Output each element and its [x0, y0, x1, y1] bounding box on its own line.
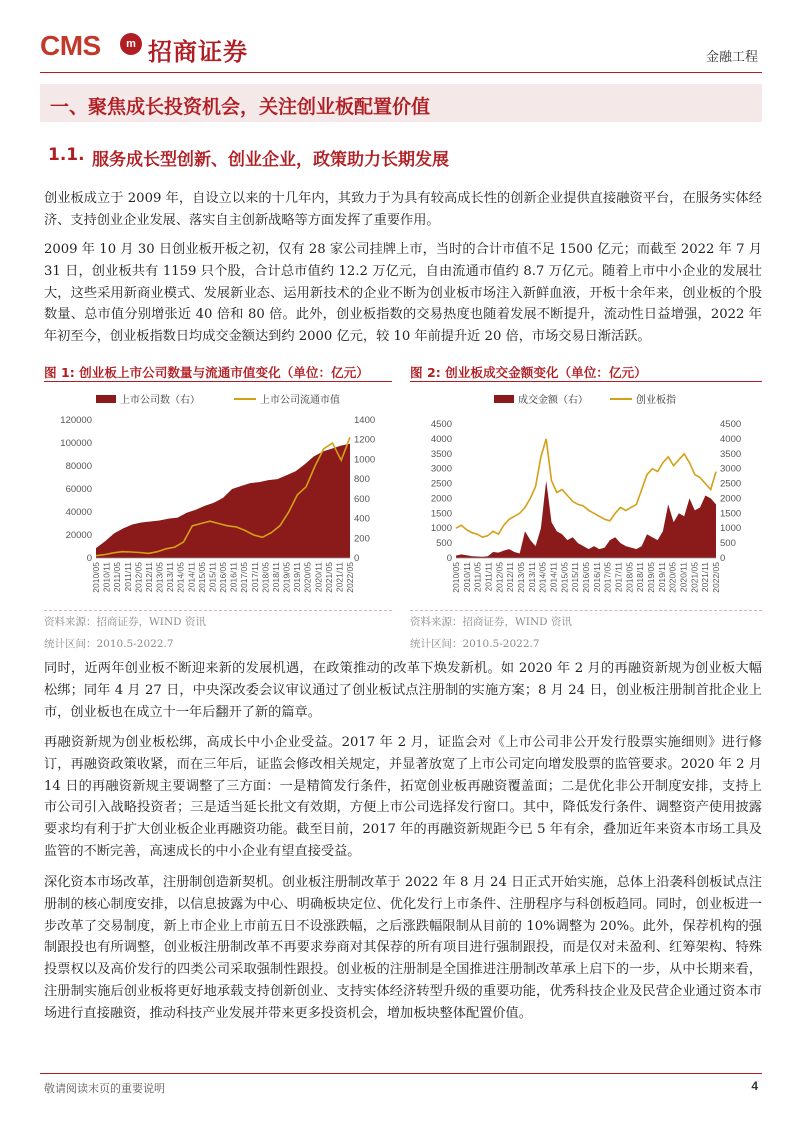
x-tick-label: 2010/11	[101, 562, 112, 593]
y-right-tick: 200	[354, 533, 370, 545]
x-tick-label: 2020/05	[302, 562, 313, 593]
footer-divider	[40, 1073, 762, 1074]
y-right-tick: 1500	[720, 508, 742, 520]
legend-label-float-cap: 上市公司流通市值	[260, 395, 340, 406]
x-tick-label: 2016/11	[591, 562, 602, 593]
y-left-tick: 0	[446, 553, 452, 564]
y-left-tick: 1000	[430, 523, 452, 535]
x-tick-label: 2015/05	[559, 562, 570, 593]
x-tick-label: 2021/05	[689, 562, 700, 593]
figure-2-source: 资料来源：招商证券，WIND 资讯	[410, 616, 572, 628]
x-tick-label: 2012/05	[133, 562, 144, 593]
y-right-tick: 1000	[720, 523, 742, 535]
y-left-tick: 20000	[65, 530, 92, 541]
legend-swatch-turnover	[494, 395, 514, 403]
x-tick-label: 2020/11	[313, 562, 324, 593]
x-tick-label: 2015/11	[207, 562, 218, 593]
x-tick-label: 2019/11	[292, 562, 303, 593]
subsection-title: 服务成长型创新、创业企业，政策助力长期发展	[92, 150, 449, 170]
y-left-tick: 2000	[430, 493, 452, 505]
figure-2-title-rule	[410, 381, 762, 382]
report-category: 金融工程	[705, 50, 758, 65]
x-tick-label: 2011/05	[472, 562, 483, 593]
x-tick-label: 2016/05	[218, 562, 228, 593]
y-left-tick: 4000	[430, 433, 452, 445]
y-right-tick: 2000	[720, 493, 742, 505]
header-divider	[40, 72, 762, 73]
x-tick-label: 2021/05	[323, 562, 334, 593]
legend-label-turnover: 成交金额（右）	[518, 395, 588, 406]
y-right-tick: 1200	[354, 434, 376, 446]
y-right-tick: 0	[354, 553, 360, 564]
x-tick-label: 2012/11	[143, 562, 154, 593]
x-tick-label: 2013/11	[165, 562, 176, 593]
y-right-tick: 3000	[720, 463, 742, 475]
x-tick-label: 2013/05	[516, 562, 526, 593]
y-right-tick: 400	[354, 513, 370, 525]
y-left-tick: 2500	[430, 478, 452, 490]
figure-1-source-rule	[44, 610, 392, 611]
figure-1-title: 图 1: 创业板上市公司数量与流通市值变化（单位：亿元）	[44, 365, 369, 380]
x-tick-label: 2015/05	[196, 562, 207, 593]
y-left-tick: 0	[86, 553, 92, 564]
chart-2-legend	[494, 393, 676, 406]
x-tick-label: 2017/05	[239, 562, 250, 593]
company-name: 招商证券	[148, 38, 248, 66]
figure-2-source-rule	[410, 610, 762, 611]
x-tick-label: 2021/11	[334, 562, 345, 593]
y-left-tick: 3500	[430, 448, 452, 460]
figure-2-title: 图 2: 创业板成交金额变化（单位：亿元）	[410, 365, 647, 380]
x-tick-label: 2018/11	[270, 562, 281, 593]
page-number: 4	[751, 1079, 758, 1093]
x-tick-label: 2010/05	[91, 562, 101, 593]
paragraph-5: 深化资本市场改革，注册制创造新契机。创业板注册制改革于 2022 年 8 月 24 日正式开始实施，总体上沿袭科创板试点注册制的核心制度安排，以信息披露为中心、明确板块定位、优化发行上市条件、注册程序与科创板趋同。同时，创业板进一步改革了交易制度，新上市企业上市前五日不设涨跌幅，之后涨跌幅限制从目前的 10%调整为 20%。此外，保荐机构的强制跟投也有所调整，创业板注册制改革不再要求券商对其保荐的所有项目进行强制跟投，而是仅对未盈利、红筹架构、特殊投票权以及高价发行的四类公司采取强制性跟投。创业板的注册制是全国推进注册制改革承上启下的一步，从中长期来看，注册制实施后创业板将更好地承载支持创新创业、支持实体经济转型升级的重要功能，优秀科技企业及民营企业通过资本市场进行直接融资，推动科技产业发展并带来更多投资机会，增加板块整体配置价值。	[44, 875, 762, 1021]
figure-2-period: 统计区间：2010.5-2022.7	[410, 638, 540, 650]
y-left-tick: 500	[436, 538, 452, 550]
x-tick-label: 2014/11	[186, 562, 197, 593]
y-right-tick: 4500	[720, 419, 742, 430]
legend-label-companies: 上市公司数（右）	[120, 395, 200, 406]
chart-1-legend	[96, 393, 340, 406]
logo-icon: m	[120, 33, 142, 55]
x-tick-label: 2014/11	[548, 562, 559, 593]
logo-text: CMS	[40, 30, 101, 61]
y-left-tick: 3000	[430, 463, 452, 475]
paragraph-1: 创业板成立于 2009 年，自设立以来的十几年内，其致力于为具有较高成长性的创新企业提供直接融资平台，在服务实体经济、支持创业企业发展、落实自主创新战略等方面发挥了重要作用。	[44, 191, 762, 228]
x-tick-label: 2022/05	[345, 562, 355, 593]
series-area-0	[456, 481, 716, 558]
y-left-tick: 40000	[65, 507, 92, 518]
x-tick-label: 2019/05	[281, 562, 292, 593]
x-tick-label: 2018/05	[624, 562, 635, 593]
section-title: 一、聚焦成长投资机会，关注创业板配置价值	[50, 96, 431, 118]
x-tick-label: 2018/05	[260, 562, 271, 593]
y-left-tick: 100000	[60, 438, 92, 449]
y-right-tick: 1400	[354, 415, 376, 426]
x-tick-label: 2010/11	[461, 562, 472, 593]
legend-label-index: 创业板指	[636, 395, 676, 406]
x-tick-label: 2022/05	[711, 562, 721, 593]
x-tick-label: 2014/05	[175, 562, 186, 593]
y-left-tick: 60000	[65, 484, 92, 495]
legend-swatch-companies	[96, 395, 116, 403]
x-tick-label: 2021/11	[700, 562, 711, 593]
figure-1-period: 统计区间：2010.5-2022.7	[44, 638, 174, 650]
x-tick-label: 2016/05	[581, 562, 591, 593]
paragraph-4: 再融资新规为创业板松绑，高成长中小企业受益。2017 年 2 月，证监会对《上市公司非公开发行股票实施细则》进行修订，再融资政策收紧，而在三年后，证监会修改相关规定，并显著放宽了上市公司定向增发股票的监管要求。2020 年 2 月 14 日的再融资新规主要调整了三方面：一是精简发行条件，拓宽创业板再融资覆盖面；二是优化非公开制度安排，支持上市公司引入战略投资者；三是适当延长批文有效期，方便上市公司选择发行窗口。其中，降低发行条件、调整资产使用披露要求均有利于扩大创业板企业再融资功能。截至目前，2017 年的再融资新规距今已 5 年有余，叠加近年来资本市场工具及监管的不断完善，高速成长的中小企业有望直接受益。	[44, 735, 762, 859]
x-tick-label: 2020/05	[667, 562, 678, 593]
figure-1-title-rule	[44, 381, 392, 382]
x-tick-label: 2016/11	[228, 562, 239, 593]
x-tick-label: 2013/05	[154, 562, 165, 593]
footer-disclaimer: 敬请阅读末页的重要说明	[44, 1082, 165, 1095]
y-right-tick: 1000	[354, 454, 376, 466]
paragraph-2: 2009 年 10 月 30 日创业板开板之初，仅有 28 家公司挂牌上市，当时的合计市值不足 1500 亿元；而截至 2022 年 7 月 31 日，创业板共有 1159 只个股，合计总市值约 12.2 万亿元，自由流通市值约 8.7 万亿元。随着上市中小企业的发展壮大，这些采用新商业模式、发展新业态、运用新技术的企业不断为创业板市场注入新鲜血液，开板十余年来，创业板的个股数量、总市值分别增张近 40 倍和 80 倍。此外，创业板指数的交易热度也随着发展不断提升，流动性日益增强，2022 年年初至今，创业板指数日均成交金额达到约 2000 亿元，较 10 年前提升近 20 倍，市场交易日渐活跃。	[44, 242, 762, 345]
x-tick-label: 2012/11	[505, 562, 516, 593]
y-left-tick: 4500	[430, 419, 452, 430]
y-left-tick: 80000	[65, 461, 92, 472]
chart-2-plot	[431, 419, 741, 593]
y-left-tick: 120000	[60, 415, 92, 426]
y-right-tick: 800	[354, 474, 370, 486]
x-tick-label: 2010/05	[451, 562, 461, 593]
y-left-tick: 1500	[430, 508, 452, 520]
x-tick-label: 2017/05	[602, 562, 613, 593]
figure-1-source: 资料来源：招商证券，WIND 资讯	[44, 616, 206, 628]
subsection-number: 1.1.	[48, 145, 85, 165]
paragraph-3: 同时，近两年创业板不断迎来新的发展机遇，在政策推动的改革下焕发新机。如 2020 年 2 月的再融资新规为创业板大幅松绑；同年 4 月 27 日，中央深改委会议审议通过了创业板试点注册制的实施方案；8 月 24 日，创业板注册制首批企业上市，创业板也在成立十一年后翻开了新的篇章。	[44, 661, 762, 720]
y-right-tick: 0	[720, 553, 726, 564]
x-tick-label: 2019/05	[646, 562, 656, 593]
x-tick-label: 2011/11	[483, 562, 494, 592]
y-right-tick: 3500	[720, 448, 742, 460]
x-tick-label: 2013/11	[526, 562, 537, 593]
x-tick-label: 2015/11	[570, 562, 581, 593]
x-tick-label: 2017/11	[613, 562, 624, 593]
x-tick-label: 2017/11	[249, 562, 260, 593]
x-tick-label: 2011/11	[122, 562, 133, 592]
y-right-tick: 600	[354, 493, 370, 505]
chart-2	[410, 386, 762, 608]
y-right-tick: 2500	[720, 478, 742, 490]
x-tick-label: 2014/05	[537, 562, 548, 593]
y-right-tick: 500	[720, 538, 736, 550]
x-tick-label: 2012/05	[494, 562, 505, 593]
x-tick-label: 2018/11	[635, 562, 646, 593]
x-tick-label: 2011/05	[112, 562, 123, 593]
series-area-0	[96, 444, 350, 558]
y-right-tick: 4000	[720, 433, 742, 445]
chart-1	[44, 386, 394, 608]
x-tick-label: 2020/11	[678, 562, 689, 593]
x-tick-label: 2019/11	[656, 562, 667, 593]
chart-1-plot	[60, 415, 375, 593]
